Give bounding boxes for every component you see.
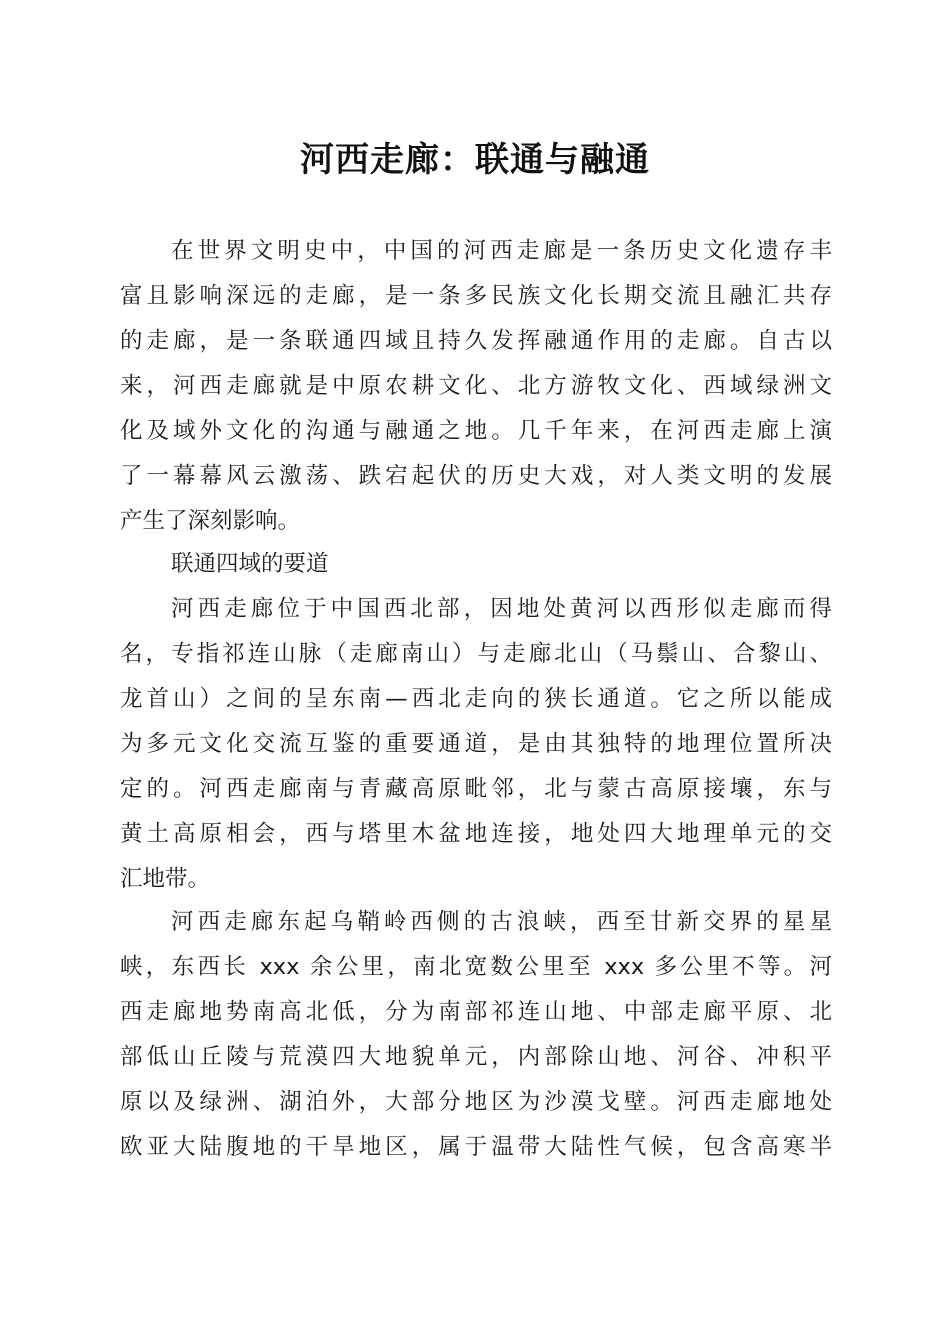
body-line: 欧亚大陆腹地的干旱地区，属于温带大陆性气候，包含高寒半	[120, 1134, 832, 1160]
body-line: 黄土高原相会，西与塔里木盆地连接，地处四大地理单元的交	[120, 821, 832, 847]
body-line: 的走廊，是一条联通四域且持久发挥融通作用的走廊。自古以	[120, 328, 832, 354]
body-line: 为多元文化交流互鉴的重要通道，是由其独特的地理位置所决	[120, 731, 832, 757]
body-line: 峡，东西长 xxx 余公里，南北宽数公里至 xxx 多公里不等。河	[120, 954, 832, 980]
body-line: 定的。河西走廊南与青藏高原毗邻，北与蒙古高原接壤，东与	[120, 776, 832, 802]
body-line: 部低山丘陵与荒漠四大地貌单元，内部除山地、河谷、冲积平	[120, 1044, 832, 1070]
body-line: 在世界文明史中，中国的河西走廊是一条历史文化遗存丰	[171, 238, 832, 264]
section-heading: 联通四域的要道	[171, 551, 329, 577]
body-line: 富且影响深远的走廊，是一条多民族文化长期交流且融汇共存	[120, 283, 832, 309]
body-line: 来，河西走廊就是中原农耕文化、北方游牧文化、西域绿洲文	[120, 373, 832, 399]
body-line: 河西走廊位于中国西北部，因地处黄河以西形似走廊而得	[171, 596, 832, 622]
body-line: 河西走廊东起乌鞘岭西侧的古浪峡，西至甘新交界的星星	[171, 909, 832, 935]
body-line: 了一幕幕风云激荡、跌宕起伏的历史大戏，对人类文明的发展	[120, 463, 832, 489]
body-line: 化及域外文化的沟通与融通之地。几千年来，在河西走廊上演	[120, 418, 832, 444]
body-line: 西走廊地势南高北低，分为南部祁连山地、中部走廊平原、北	[120, 999, 832, 1025]
body-line: 汇地带。	[120, 866, 211, 892]
body-line: 原以及绿洲、湖泊外，大部分地区为沙漠戈壁。河西走廊地处	[120, 1089, 832, 1115]
body-line: 龙首山）之间的呈东南—西北走向的狭长通道。它之所以能成	[120, 686, 832, 712]
body-line: 产生了深刻影响。	[120, 508, 301, 534]
body-line: 名，专指祁连山脉（走廊南山）与走廊北山（马鬃山、合黎山、	[120, 641, 832, 667]
document-title: 河西走廊：联通与融通	[300, 140, 650, 180]
